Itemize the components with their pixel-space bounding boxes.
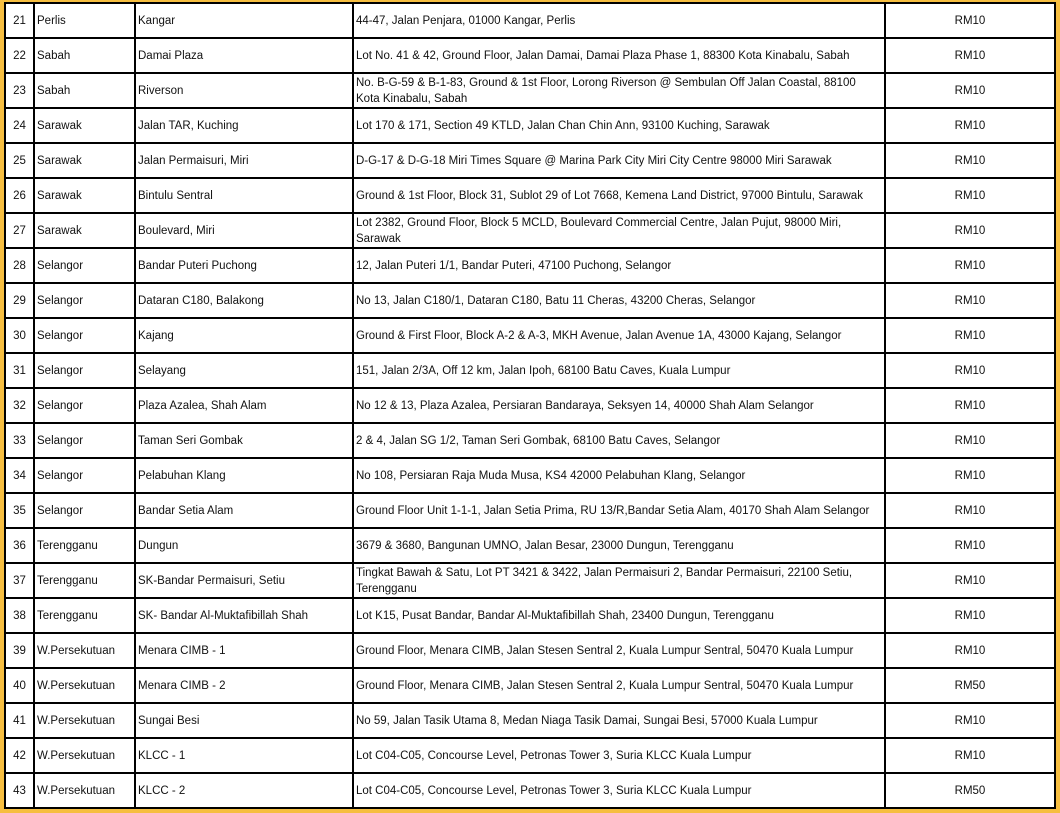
fee-cell: RM10	[885, 73, 1055, 108]
address-cell: Lot No. 41 & 42, Ground Floor, Jalan Damai, Damai Plaza Phase 1, 88300 Kota Kinabalu, Sabah	[353, 38, 885, 73]
branch-cell: Riverson	[135, 73, 353, 108]
branch-cell: Damai Plaza	[135, 38, 353, 73]
branch-cell: Taman Seri Gombak	[135, 423, 353, 458]
state-cell: Sabah	[34, 38, 135, 73]
table-row	[5, 3, 1055, 38]
branch-cell: KLCC - 2	[135, 773, 353, 808]
row-number: 43	[5, 773, 34, 808]
fee-cell: RM10	[885, 248, 1055, 283]
state-cell: Selangor	[34, 458, 135, 493]
branch-cell: Jalan Permaisuri, Miri	[135, 143, 353, 178]
fee-cell: RM50	[885, 668, 1055, 703]
table-row	[5, 773, 1055, 808]
state-cell: Selangor	[34, 493, 135, 528]
state-cell: W.Persekutuan	[34, 703, 135, 738]
state-cell: Perlis	[34, 3, 135, 38]
row-number: 31	[5, 353, 34, 388]
table-row	[5, 318, 1055, 353]
branch-cell: Kangar	[135, 3, 353, 38]
table-row	[5, 598, 1055, 633]
row-number: 34	[5, 458, 34, 493]
table-row	[5, 493, 1055, 528]
address-cell: Lot 2382, Ground Floor, Block 5 MCLD, Boulevard Commercial Centre, Jalan Pujut, 98000 Miri, Sarawak	[353, 213, 885, 248]
fee-cell: RM10	[885, 598, 1055, 633]
table-row	[5, 213, 1055, 248]
address-cell: No 13, Jalan C180/1, Dataran C180, Batu 11 Cheras, 43200 Cheras, Selangor	[353, 283, 885, 318]
fee-cell: RM10	[885, 353, 1055, 388]
table-row	[5, 353, 1055, 388]
table-row	[5, 668, 1055, 703]
branch-cell: Pelabuhan Klang	[135, 458, 353, 493]
state-cell: W.Persekutuan	[34, 633, 135, 668]
state-cell: Selangor	[34, 423, 135, 458]
state-cell: Terengganu	[34, 563, 135, 598]
table-row	[5, 38, 1055, 73]
table-row	[5, 528, 1055, 563]
fee-cell: RM50	[885, 773, 1055, 808]
table-row	[5, 423, 1055, 458]
branch-cell: Bandar Setia Alam	[135, 493, 353, 528]
branch-cell: Dungun	[135, 528, 353, 563]
branch-cell: Dataran C180, Balakong	[135, 283, 353, 318]
fee-cell: RM10	[885, 318, 1055, 353]
fee-cell: RM10	[885, 213, 1055, 248]
table-row	[5, 703, 1055, 738]
branch-cell: KLCC - 1	[135, 738, 353, 773]
row-number: 36	[5, 528, 34, 563]
row-number: 21	[5, 3, 34, 38]
address-cell: Lot 170 & 171, Section 49 KTLD, Jalan Chan Chin Ann, 93100 Kuching, Sarawak	[353, 108, 885, 143]
address-cell: 12, Jalan Puteri 1/1, Bandar Puteri, 47100 Puchong, Selangor	[353, 248, 885, 283]
row-number: 38	[5, 598, 34, 633]
branch-cell: Menara CIMB - 2	[135, 668, 353, 703]
address-cell: Ground & First Floor, Block A-2 & A-3, MKH Avenue, Jalan Avenue 1A, 43000 Kajang, Selangor	[353, 318, 885, 353]
fee-cell: RM10	[885, 423, 1055, 458]
address-cell: Ground Floor, Menara CIMB, Jalan Stesen Sentral 2, Kuala Lumpur Sentral, 50470 Kuala Lumpur	[353, 668, 885, 703]
fee-cell: RM10	[885, 38, 1055, 73]
address-cell: No. B-G-59 & B-1-83, Ground & 1st Floor, Lorong Riverson @ Sembulan Off Jalan Coastal, 88100 Kota Kinabalu, Sabah	[353, 73, 885, 108]
state-cell: Selangor	[34, 318, 135, 353]
row-number: 30	[5, 318, 34, 353]
branch-cell: Boulevard, Miri	[135, 213, 353, 248]
fee-cell: RM10	[885, 283, 1055, 318]
branch-cell: Selayang	[135, 353, 353, 388]
state-cell: W.Persekutuan	[34, 668, 135, 703]
branch-table-body	[5, 3, 1055, 808]
state-cell: Sarawak	[34, 143, 135, 178]
state-cell: Sarawak	[34, 213, 135, 248]
table-row	[5, 458, 1055, 493]
row-number: 41	[5, 703, 34, 738]
fee-cell: RM10	[885, 563, 1055, 598]
row-number: 35	[5, 493, 34, 528]
address-cell: Ground Floor Unit 1-1-1, Jalan Setia Prima, RU 13/R,Bandar Setia Alam, 40170 Shah Alam Selangor	[353, 493, 885, 528]
fee-cell: RM10	[885, 108, 1055, 143]
address-cell: Lot C04-C05, Concourse Level, Petronas Tower 3, Suria KLCC Kuala Lumpur	[353, 773, 885, 808]
table-row	[5, 283, 1055, 318]
branch-cell: Sungai Besi	[135, 703, 353, 738]
table-row	[5, 178, 1055, 213]
branch-cell: Plaza Azalea, Shah Alam	[135, 388, 353, 423]
row-number: 25	[5, 143, 34, 178]
state-cell: Sabah	[34, 73, 135, 108]
branch-cell: Bintulu Sentral	[135, 178, 353, 213]
table-row	[5, 73, 1055, 108]
row-number: 42	[5, 738, 34, 773]
row-number: 32	[5, 388, 34, 423]
row-number: 28	[5, 248, 34, 283]
address-cell: 44-47, Jalan Penjara, 01000 Kangar, Perlis	[353, 3, 885, 38]
row-number: 22	[5, 38, 34, 73]
address-cell: Lot C04-C05, Concourse Level, Petronas Tower 3, Suria KLCC Kuala Lumpur	[353, 738, 885, 773]
address-cell: No 108, Persiaran Raja Muda Musa, KS4 42000 Pelabuhan Klang, Selangor	[353, 458, 885, 493]
fee-cell: RM10	[885, 703, 1055, 738]
state-cell: Terengganu	[34, 598, 135, 633]
branch-table	[4, 2, 1056, 809]
branch-cell: Kajang	[135, 318, 353, 353]
table-row	[5, 108, 1055, 143]
branch-cell: Jalan TAR, Kuching	[135, 108, 353, 143]
address-cell: 151, Jalan 2/3A, Off 12 km, Jalan Ipoh, 68100 Batu Caves, Kuala Lumpur	[353, 353, 885, 388]
row-number: 27	[5, 213, 34, 248]
address-cell: Tingkat Bawah & Satu, Lot PT 3421 & 3422, Jalan Permaisuri 2, Bandar Permaisuri, 22100 Setiu, Terengganu	[353, 563, 885, 598]
table-row	[5, 738, 1055, 773]
fee-cell: RM10	[885, 143, 1055, 178]
branch-cell: Bandar Puteri Puchong	[135, 248, 353, 283]
document-page	[4, 2, 1054, 808]
row-number: 24	[5, 108, 34, 143]
fee-cell: RM10	[885, 178, 1055, 213]
fee-cell: RM10	[885, 458, 1055, 493]
fee-cell: RM10	[885, 493, 1055, 528]
row-number: 40	[5, 668, 34, 703]
branch-cell: SK-Bandar Permaisuri, Setiu	[135, 563, 353, 598]
state-cell: Selangor	[34, 353, 135, 388]
state-cell: W.Persekutuan	[34, 738, 135, 773]
fee-cell: RM10	[885, 738, 1055, 773]
address-cell: No 12 & 13, Plaza Azalea, Persiaran Bandaraya, Seksyen 14, 40000 Shah Alam Selangor	[353, 388, 885, 423]
row-number: 37	[5, 563, 34, 598]
address-cell: Ground & 1st Floor, Block 31, Sublot 29 of Lot 7668, Kemena Land District, 97000 Bintulu, Sarawak	[353, 178, 885, 213]
table-row	[5, 563, 1055, 598]
row-number: 39	[5, 633, 34, 668]
address-cell: Lot K15, Pusat Bandar, Bandar Al-Muktafibillah Shah, 23400 Dungun, Terengganu	[353, 598, 885, 633]
state-cell: Selangor	[34, 248, 135, 283]
row-number: 29	[5, 283, 34, 318]
table-row	[5, 633, 1055, 668]
fee-cell: RM10	[885, 633, 1055, 668]
address-cell: 2 & 4, Jalan SG 1/2, Taman Seri Gombak, 68100 Batu Caves, Selangor	[353, 423, 885, 458]
address-cell: D-G-17 & D-G-18 Miri Times Square @ Marina Park City Miri City Centre 98000 Miri Sarawak	[353, 143, 885, 178]
state-cell: Sarawak	[34, 178, 135, 213]
address-cell: Ground Floor, Menara CIMB, Jalan Stesen Sentral 2, Kuala Lumpur Sentral, 50470 Kuala Lumpur	[353, 633, 885, 668]
table-row	[5, 143, 1055, 178]
address-cell: No 59, Jalan Tasik Utama 8, Medan Niaga Tasik Damai, Sungai Besi, 57000 Kuala Lumpur	[353, 703, 885, 738]
state-cell: W.Persekutuan	[34, 773, 135, 808]
branch-cell: SK- Bandar Al-Muktafibillah Shah	[135, 598, 353, 633]
fee-cell: RM10	[885, 3, 1055, 38]
address-cell: 3679 & 3680, Bangunan UMNO, Jalan Besar, 23000 Dungun, Terengganu	[353, 528, 885, 563]
state-cell: Sarawak	[34, 108, 135, 143]
row-number: 33	[5, 423, 34, 458]
table-row	[5, 248, 1055, 283]
state-cell: Selangor	[34, 388, 135, 423]
state-cell: Selangor	[34, 283, 135, 318]
fee-cell: RM10	[885, 388, 1055, 423]
fee-cell: RM10	[885, 528, 1055, 563]
row-number: 23	[5, 73, 34, 108]
state-cell: Terengganu	[34, 528, 135, 563]
row-number: 26	[5, 178, 34, 213]
table-row	[5, 388, 1055, 423]
branch-cell: Menara CIMB - 1	[135, 633, 353, 668]
